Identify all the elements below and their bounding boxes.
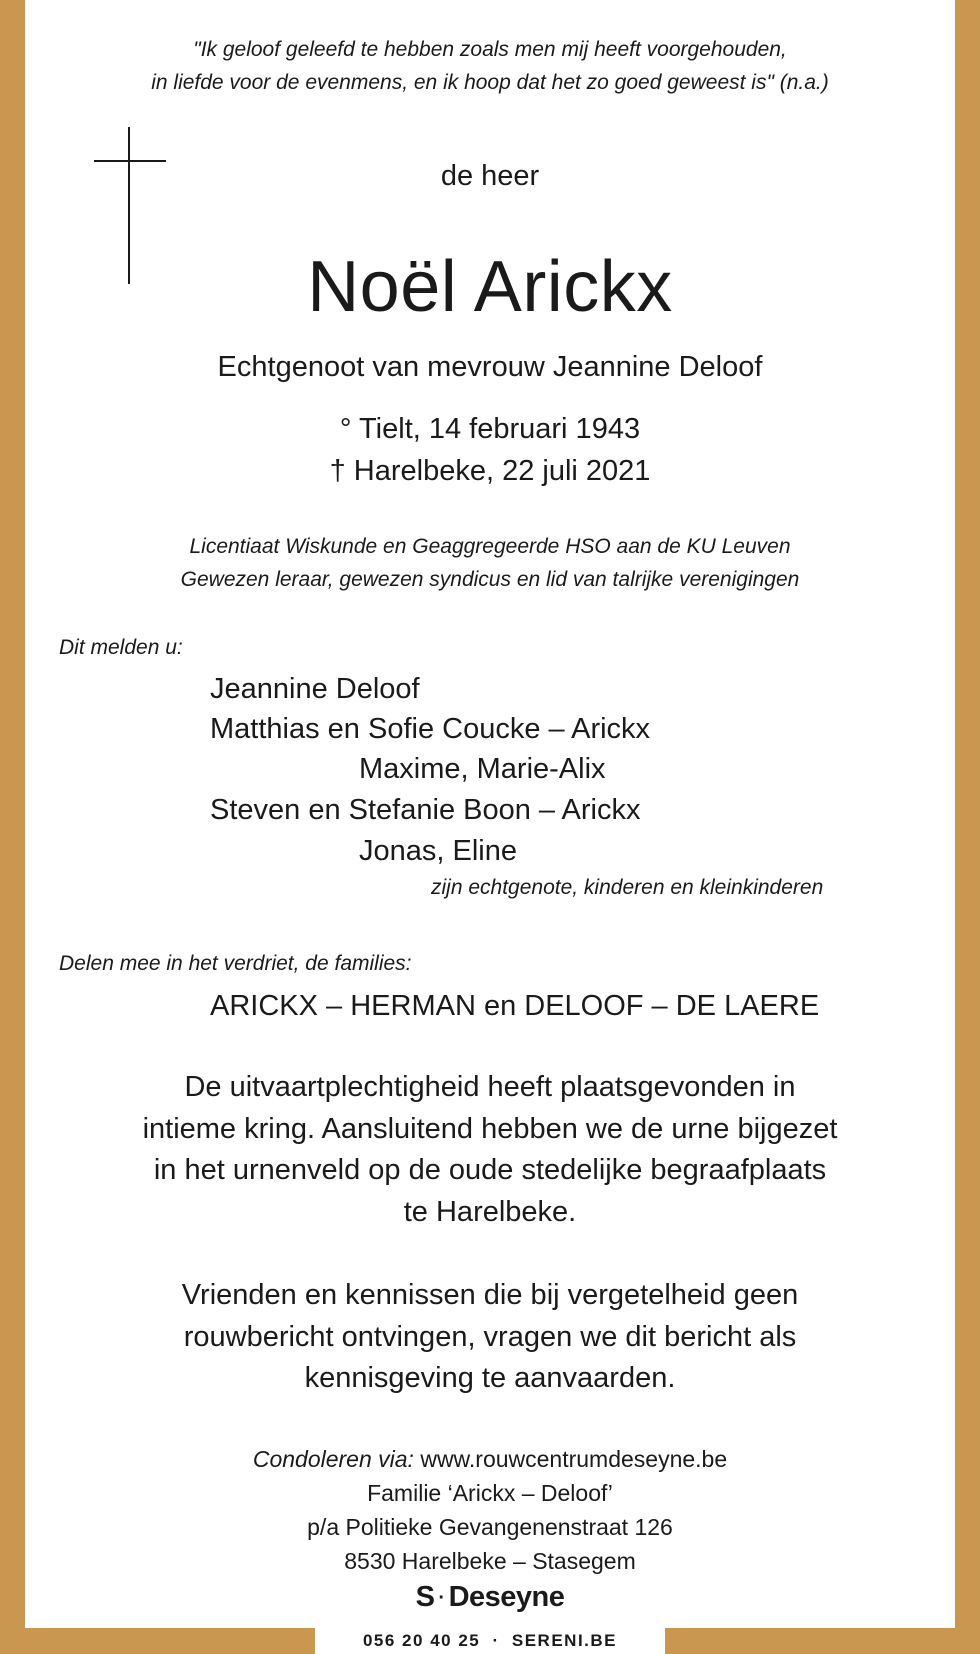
family-member: Steven en Stefanie Boon – Arickx [210,794,641,826]
footer-phone: 056 20 40 25 [362,1631,481,1650]
family-contact-line: Familie ‘Arickx – Deloof’ [367,1480,613,1506]
quote-line-2: in liefde voor de evenmens, en ik hoop dat het zo goed geweest is" (n.a.) [151,71,829,94]
footer-website[interactable]: SERENI.BE [511,1631,618,1650]
opening-quote [25,33,955,99]
condolence-url[interactable]: www.rouwcentrumdeseyne.be [420,1446,728,1472]
deceased-name: Noël Arickx [307,247,673,327]
notice-line: kennisgeving te aanvaarden. [304,1362,676,1394]
ceremony-line: intieme kring. Aansluitend hebben we de urne bijgezet [142,1112,838,1145]
logo-dot: · [438,1586,445,1609]
death-notice-card [25,0,955,1628]
footer-contact-bar [315,1628,665,1654]
sharing-label: Delen mee in het verdriet, de families: [59,952,412,975]
honorific: de heer [440,160,540,192]
ceremony-line: De uitvaartplechtigheid heeft plaatsgevonden in [184,1071,796,1103]
address-line-2: 8530 Harelbeke – Stasegem [344,1548,636,1574]
notice-line: Vrienden en kennissen die bij vergetelheid geen [181,1279,799,1311]
family-member: Jeannine Deloof [210,673,420,705]
notice-line: rouwbericht ontvingen, vragen we dit bericht als [183,1320,797,1353]
condolence-line [25,1446,955,1473]
quote-line-1: "Ik geloof geleefd te hebben zoals men mij heeft voorgehouden, [193,38,787,61]
notice-paragraph [25,1275,955,1400]
condolence-label: Condoleren via: [252,1446,414,1472]
logo-s: S [415,1581,435,1613]
qualification-line: Gewezen leraar, gewezen syndicus en lid van talrijke verenigingen [180,568,800,591]
birth-line: ° Tielt, 14 februari 1943 [339,413,641,445]
ceremony-paragraph [25,1067,955,1233]
address-line-1: p/a Politieke Gevangenenstraat 126 [307,1514,673,1540]
relation-label: zijn echtgenote, kinderen en kleinkinderen [431,876,824,899]
families-names: ARICKX – HERMAN en DELOOF – DE LAERE [210,990,820,1022]
family-member: Matthias en Sofie Coucke – Arickx [210,713,651,745]
footer-separator: · [492,1631,500,1650]
spouse-line: Echtgenoot van mevrouw Jeannine Deloof [217,351,763,383]
ceremony-line: in het urnenveld op de oude stedelijke begraafplaats [153,1154,827,1186]
qualifications [25,530,955,596]
logo-name: Deseyne [448,1581,565,1613]
funeral-home-logo [25,1581,955,1614]
ceremony-line: te Harelbeke. [403,1195,577,1228]
qualification-line: Licentiaat Wiskunde en Geaggregeerde HSO aan de KU Leuven [189,535,791,558]
family-member: Jonas, Eline [359,835,517,867]
death-line: † Harelbeke, 22 juli 2021 [329,455,651,487]
announce-label: Dit melden u: [59,636,183,659]
family-member: Maxime, Marie-Alix [359,753,606,785]
